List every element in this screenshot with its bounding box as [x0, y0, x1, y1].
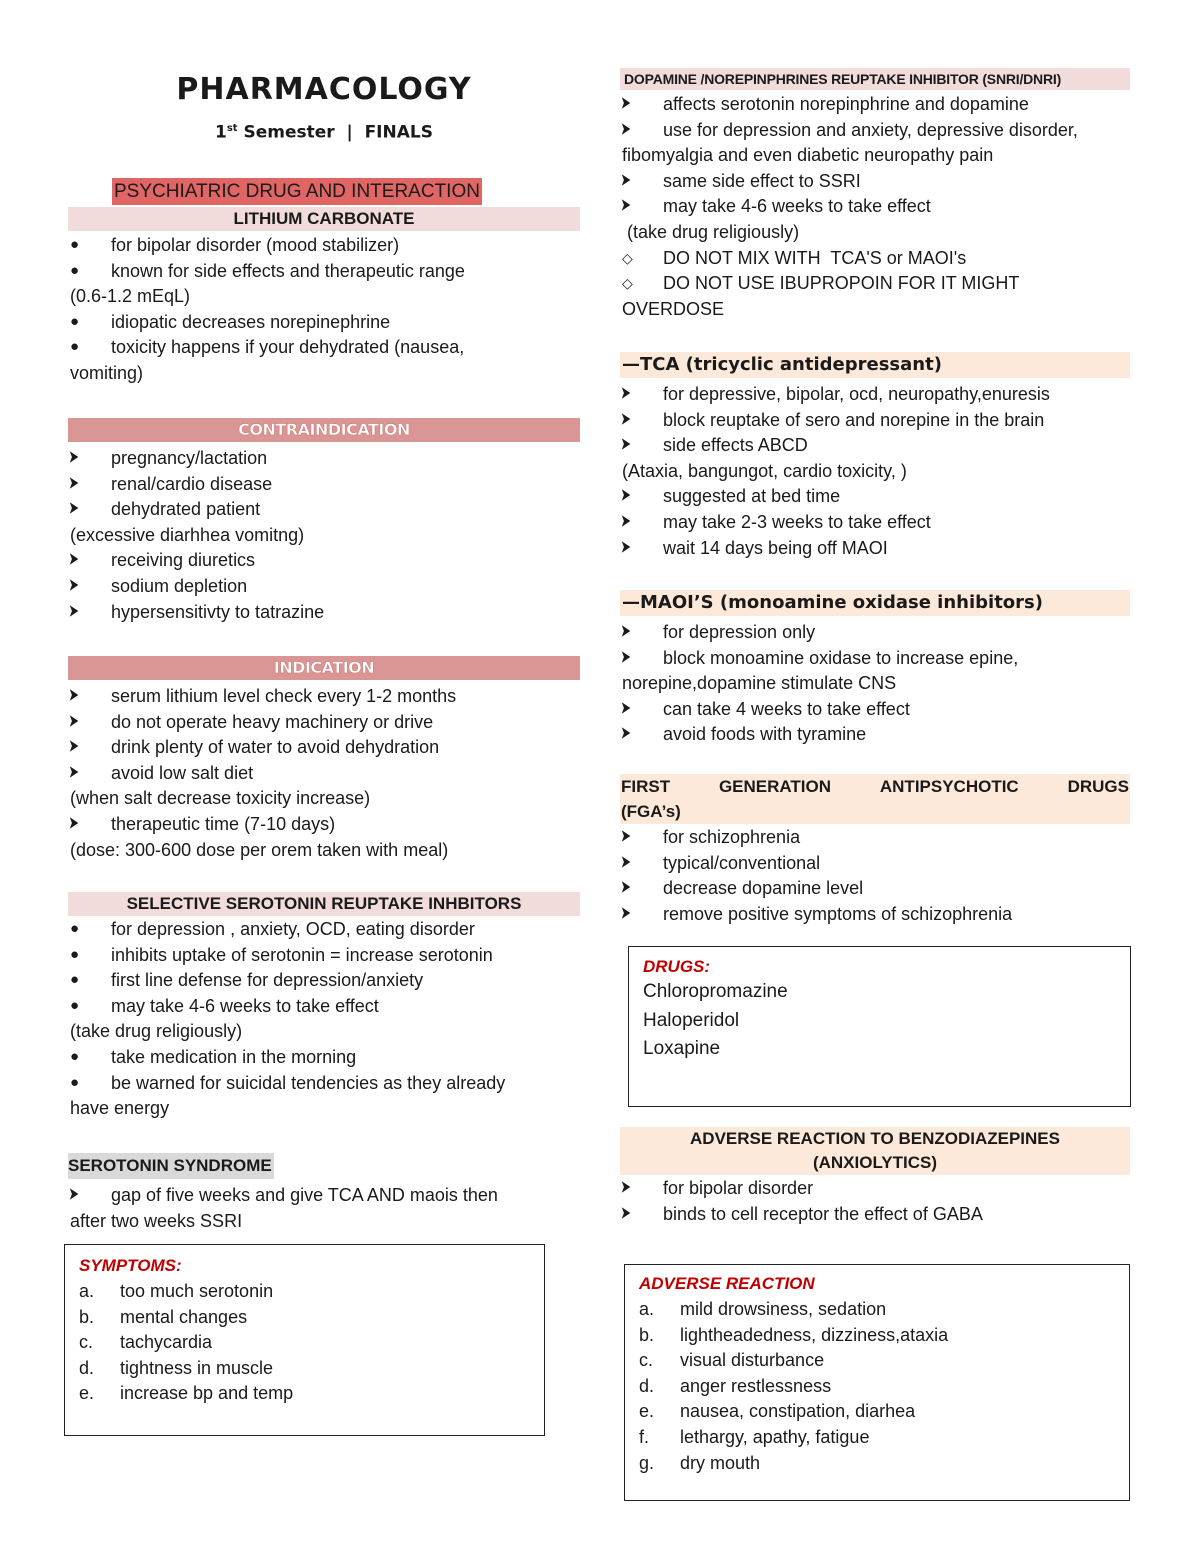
- arrow-bullet-icon: ➤: [621, 699, 631, 717]
- list-item-text: (take drug religiously): [622, 222, 800, 242]
- list-item-text: OVERDOSE: [622, 298, 725, 319]
- list-item: [68, 1044, 580, 1070]
- list-item: [620, 245, 1130, 271]
- list-item: [620, 901, 1130, 927]
- list-item-text: mild drowsiness, sedation: [680, 1299, 887, 1319]
- drug-name: Chloropromazine: [643, 981, 788, 1002]
- list-item-text: norepine,dopamine stimulate CNS: [622, 673, 897, 694]
- list-item-text: visual disturbance: [680, 1350, 825, 1371]
- lithium-header: LITHIUM CARBONATE: [68, 207, 580, 231]
- list-letter: c.: [79, 1332, 94, 1353]
- list-item: [620, 193, 1130, 219]
- arrow-bullet-icon: ➤: [621, 1204, 631, 1222]
- list-item: [620, 721, 1130, 747]
- fga-title-line1: [621, 774, 1129, 800]
- list-item-text: for schizophrenia: [663, 827, 801, 847]
- list-letter: e.: [79, 1383, 95, 1404]
- list-item: [68, 916, 580, 942]
- list-item-text: DO NOT MIX WITH TCA'S or MAOI's: [663, 247, 967, 268]
- list-item-text: serum lithium level check every 1-2 months: [111, 686, 457, 706]
- list-item-text: avoid foods with tyramine: [663, 724, 867, 745]
- list-item-text: same side effect to SSRI: [663, 170, 861, 191]
- list-letter: f.: [639, 1427, 650, 1447]
- contraindication-header: CONTRAINDICATION: [68, 418, 580, 442]
- list-item-text: block monoamine oxidase to increase epine,: [663, 647, 1019, 668]
- list-item-text: therapeutic time (7-10 days): [111, 814, 336, 834]
- list-item-text: after two weeks SSRI: [70, 1210, 243, 1231]
- list-letter: d.: [79, 1357, 95, 1378]
- list-item-text: wait 14 days being off MAOI: [663, 537, 888, 558]
- list-item: [620, 850, 1130, 876]
- arrow-bullet-icon: ➤: [621, 171, 631, 189]
- fga-header: [620, 774, 1130, 824]
- list-item-text: pregnancy/lactation: [111, 448, 268, 468]
- list-item-text: known for side effects and therapeutic range: [111, 260, 465, 281]
- list-item: [68, 496, 580, 522]
- arrow-bullet-icon: ➤: [621, 828, 631, 845]
- bullet-icon: ●: [70, 1073, 80, 1091]
- list-item-text: (take drug religiously): [70, 1021, 243, 1042]
- list-item-text: use for depression and anxiety, depressive disorder,: [663, 119, 1078, 140]
- list-item-text: for depression , anxiety, OCD, eating disorder: [111, 919, 475, 939]
- drug-name: Loxapine: [643, 1038, 721, 1059]
- list-item: [68, 258, 580, 284]
- bullet-icon: ●: [70, 920, 80, 937]
- list-item: [68, 1182, 580, 1208]
- list-item: [68, 760, 580, 786]
- list-item-text: gap of five weeks and give TCA AND maois then: [111, 1185, 498, 1205]
- list-item-text: have energy: [70, 1098, 170, 1119]
- list-item-text: do not operate heavy machinery or drive: [111, 711, 434, 732]
- arrow-bullet-icon: ➤: [621, 120, 631, 138]
- list-item-text: for depression only: [663, 622, 816, 642]
- list-item-text: toxicity happens if your dehydrated (nausea,: [111, 337, 465, 358]
- fga-title-word: GENERATION: [718, 777, 832, 796]
- list-item-text: for depressive, bipolar, ocd, neuropathy,enuresis: [663, 384, 1050, 404]
- list-item-text: can take 4 weeks to take effect: [663, 698, 910, 719]
- list-letter: b.: [79, 1306, 95, 1327]
- list-item: [68, 683, 580, 709]
- benzo-header: [620, 1127, 1130, 1175]
- arrow-bullet-icon: ➤: [621, 648, 631, 666]
- bullet-icon: ●: [70, 996, 80, 1014]
- list-item-text: increase bp and temp: [120, 1383, 294, 1404]
- adverse-reaction-title: ADVERSE REACTION: [639, 1274, 815, 1293]
- list-item-text: tightness in muscle: [120, 1357, 274, 1378]
- page-subtitle: [68, 116, 580, 142]
- subtitle-superscript: st: [226, 123, 238, 134]
- list-item-text: suggested at bed time: [663, 486, 841, 507]
- list-item: [620, 381, 1130, 407]
- list-item: [620, 696, 1130, 722]
- list-item-text: may take 4-6 weeks to take effect: [111, 995, 379, 1016]
- list-item: [620, 483, 1130, 509]
- bullet-icon: ●: [70, 1048, 80, 1065]
- list-item-text: first line defense for depression/anxiety: [111, 970, 424, 991]
- list-letter: g.: [639, 1452, 655, 1473]
- list-item: [68, 232, 580, 258]
- list-item: [68, 1018, 580, 1044]
- arrow-bullet-icon: ➤: [621, 513, 631, 530]
- list-item: [68, 1095, 580, 1121]
- list-item: [620, 645, 1130, 671]
- list-item-text: idiopatic decreases norepinephrine: [111, 311, 391, 332]
- arrow-bullet-icon: ➤: [621, 436, 631, 454]
- list-item: [68, 785, 580, 811]
- list-item: [68, 334, 580, 360]
- list-item: [68, 1070, 580, 1096]
- list-item: [620, 619, 1130, 645]
- arrow-bullet-icon: ➤: [69, 551, 79, 569]
- list-item-text: be warned for suicidal tendencies as they already: [111, 1072, 506, 1093]
- arrow-bullet-icon: ➤: [621, 385, 631, 402]
- benzo-title-line2: (ANXIOLYTICS): [812, 1153, 938, 1172]
- list-item: [620, 270, 1130, 296]
- list-item: [68, 471, 580, 497]
- list-item-text: (Ataxia, bangungot, cardio toxicity, ): [622, 460, 907, 481]
- list-letter: c.: [639, 1350, 654, 1371]
- list-item: [68, 599, 580, 625]
- list-item-text: remove positive symptoms of schizophrenia: [663, 903, 1013, 924]
- list-item: [620, 458, 1130, 484]
- list-item: [68, 993, 580, 1019]
- page-title: PHARMACOLOGY: [176, 72, 472, 107]
- arrow-bullet-icon: ➤: [621, 538, 631, 556]
- arrow-bullet-icon: ➤: [69, 602, 79, 620]
- list-item-text: typical/conventional: [663, 852, 821, 873]
- drug-name: Haloperidol: [643, 1010, 740, 1031]
- list-item-text: lightheadedness, dizziness,ataxia: [680, 1324, 949, 1345]
- section-title-psychiatric: PSYCHIATRIC DRUG AND INTERACTION: [112, 178, 482, 205]
- list-item-text: anger restlessness: [680, 1375, 832, 1396]
- subtitle-number: 1: [215, 122, 227, 143]
- list-item: [68, 522, 580, 548]
- list-item-text: dry mouth: [680, 1452, 761, 1473]
- list-item-text: mental changes: [120, 1306, 248, 1327]
- list-item-text: take medication in the morning: [111, 1047, 357, 1067]
- arrow-bullet-icon: ➤: [69, 712, 79, 730]
- list-item: [68, 734, 580, 760]
- fga-title-word: ANTIPSYCHOTIC: [879, 777, 1019, 796]
- arrow-bullet-icon: ➤: [621, 623, 631, 640]
- maoi-header: —MAOI’S (monoamine oxidase inhibitors): [620, 590, 1130, 616]
- bullet-icon: ●: [70, 338, 80, 356]
- list-item: [620, 168, 1130, 194]
- list-item-text: sodium depletion: [111, 576, 248, 596]
- tca-header: —TCA (tricyclic antidepressant): [620, 352, 1130, 378]
- list-item: [620, 1175, 1130, 1201]
- arrow-bullet-icon: ➤: [621, 1179, 631, 1196]
- list-item: [620, 432, 1130, 458]
- arrow-bullet-icon: ➤: [69, 577, 79, 594]
- list-item-text: fibomyalgia and even diabetic neuropathy pain: [622, 145, 994, 166]
- list-item-text: receiving diuretics: [111, 550, 256, 571]
- list-item: [620, 407, 1130, 433]
- list-item-text: for bipolar disorder: [663, 1178, 814, 1198]
- arrow-bullet-icon: ➤: [69, 449, 79, 466]
- bullet-icon: ●: [70, 261, 80, 279]
- drugs-box: [628, 946, 1131, 1107]
- arrow-bullet-icon: ➤: [621, 197, 631, 215]
- list-item-text: (when salt decrease toxicity increase): [70, 788, 371, 809]
- arrow-bullet-icon: ➤: [621, 853, 631, 871]
- list-letter: a.: [639, 1299, 655, 1319]
- list-item-text: hypersensitivty to tatrazine: [111, 601, 325, 622]
- list-item-text: may take 4-6 weeks to take effect: [663, 196, 931, 217]
- list-item: [68, 837, 580, 863]
- list-item-text: (0.6-1.2 mEqL): [70, 286, 191, 307]
- list-item: [620, 219, 1130, 245]
- list-item-text: inhibits uptake of serotonin = increase serotonin: [111, 944, 493, 965]
- diamond-bullet-icon: ◇: [622, 249, 633, 266]
- indication-header: INDICATION: [68, 656, 580, 680]
- list-letter: a.: [79, 1281, 95, 1301]
- list-item: [620, 535, 1130, 561]
- arrow-bullet-icon: ➤: [69, 687, 79, 704]
- arrow-bullet-icon: ➤: [69, 500, 79, 518]
- list-item-text: binds to cell receptor the effect of GABA: [663, 1203, 983, 1224]
- list-item: [68, 967, 580, 993]
- symptoms-title: SYMPTOMS:: [79, 1256, 182, 1275]
- bullet-icon: ●: [70, 312, 80, 330]
- list-item: [68, 811, 580, 837]
- list-item-text: drink plenty of water to avoid dehydration: [111, 737, 440, 758]
- list-item: [68, 309, 580, 335]
- arrow-bullet-icon: ➤: [621, 725, 631, 743]
- list-item: [620, 117, 1130, 143]
- list-item-text: avoid low salt diet: [111, 762, 254, 783]
- fga-title-word: FIRST: [621, 777, 671, 796]
- list-item-text: tachycardia: [120, 1332, 213, 1353]
- list-item-text: affects serotonin norepinphrine and dopamine: [663, 94, 1029, 114]
- arrow-bullet-icon: ➤: [69, 474, 79, 492]
- list-item: [68, 360, 580, 386]
- list-item: [68, 942, 580, 968]
- arrow-bullet-icon: ➤: [621, 904, 631, 922]
- list-item: [620, 509, 1130, 535]
- bullet-icon: ●: [70, 945, 80, 963]
- list-item-text: for bipolar disorder (mood stabilizer): [111, 235, 400, 255]
- list-item: [620, 142, 1130, 168]
- arrow-bullet-icon: ➤: [621, 487, 631, 505]
- serotonin-syndrome-header: SEROTONIN SYNDROME: [68, 1153, 274, 1179]
- benzo-title-line1: ADVERSE REACTION TO BENZODIAZEPINES: [690, 1129, 1060, 1148]
- arrow-bullet-icon: ➤: [621, 95, 631, 112]
- list-item-text: lethargy, apathy, fatigue: [680, 1427, 870, 1447]
- bullet-icon: ●: [70, 971, 80, 989]
- list-item-text: decrease dopamine level: [663, 878, 864, 899]
- list-item-text: (dose: 300-600 dose per orem taken with meal): [70, 839, 449, 860]
- list-item-text: DO NOT USE IBUPROPOIN FOR IT MIGHT: [663, 273, 1020, 294]
- arrow-bullet-icon: ➤: [69, 763, 79, 781]
- list-item: [68, 547, 580, 573]
- arrow-bullet-icon: ➤: [69, 738, 79, 756]
- snri-header: DOPAMINE /NOREPINPHRINES REUPTAKE INHIBITOR (SNRI/DNRI): [620, 68, 1130, 90]
- list-item-text: may take 2-3 weeks to take effect: [663, 512, 931, 532]
- list-item-text: nausea, constipation, diarhea: [680, 1401, 916, 1422]
- list-letter: d.: [639, 1375, 655, 1396]
- list-item-text: (excessive diarhhea vomitng): [70, 524, 305, 545]
- arrow-bullet-icon: ➤: [69, 815, 79, 832]
- symptoms-box: [64, 1244, 545, 1436]
- list-item-text: block reuptake of sero and norepine in the brain: [663, 409, 1045, 430]
- drugs-title: DRUGS:: [643, 957, 711, 976]
- list-letter: e.: [639, 1401, 655, 1422]
- list-item: [620, 1201, 1130, 1227]
- list-item-text: renal/cardio disease: [111, 473, 273, 494]
- bullet-icon: ●: [70, 236, 80, 253]
- arrow-bullet-icon: ➤: [69, 1186, 79, 1203]
- list-item: [68, 445, 580, 471]
- list-item: [68, 1208, 580, 1234]
- ssri-header: SELECTIVE SEROTONIN REUPTAKE INHBITORS: [68, 892, 580, 916]
- list-item: [620, 296, 1130, 322]
- list-item-text: vomiting): [70, 363, 144, 383]
- diamond-bullet-icon: ◇: [622, 275, 633, 292]
- list-item: [68, 709, 580, 735]
- list-item-text: dehydrated patient: [111, 499, 261, 520]
- list-item: [68, 573, 580, 599]
- list-item: [620, 91, 1130, 117]
- arrow-bullet-icon: ➤: [621, 879, 631, 897]
- subtitle-text: Semester | FINALS: [237, 122, 433, 143]
- list-item: [620, 824, 1130, 850]
- list-item: [68, 283, 580, 309]
- list-letter: b.: [639, 1324, 655, 1345]
- arrow-bullet-icon: ➤: [621, 410, 631, 428]
- fga-title-word: DRUGS: [1067, 777, 1129, 796]
- fga-title-line2: (FGA’s): [621, 802, 681, 821]
- adverse-reaction-box: [624, 1264, 1130, 1501]
- list-item-text: side effects ABCD: [663, 435, 808, 456]
- list-item: [620, 670, 1130, 696]
- list-item-text: too much serotonin: [120, 1281, 274, 1301]
- list-item: [620, 875, 1130, 901]
